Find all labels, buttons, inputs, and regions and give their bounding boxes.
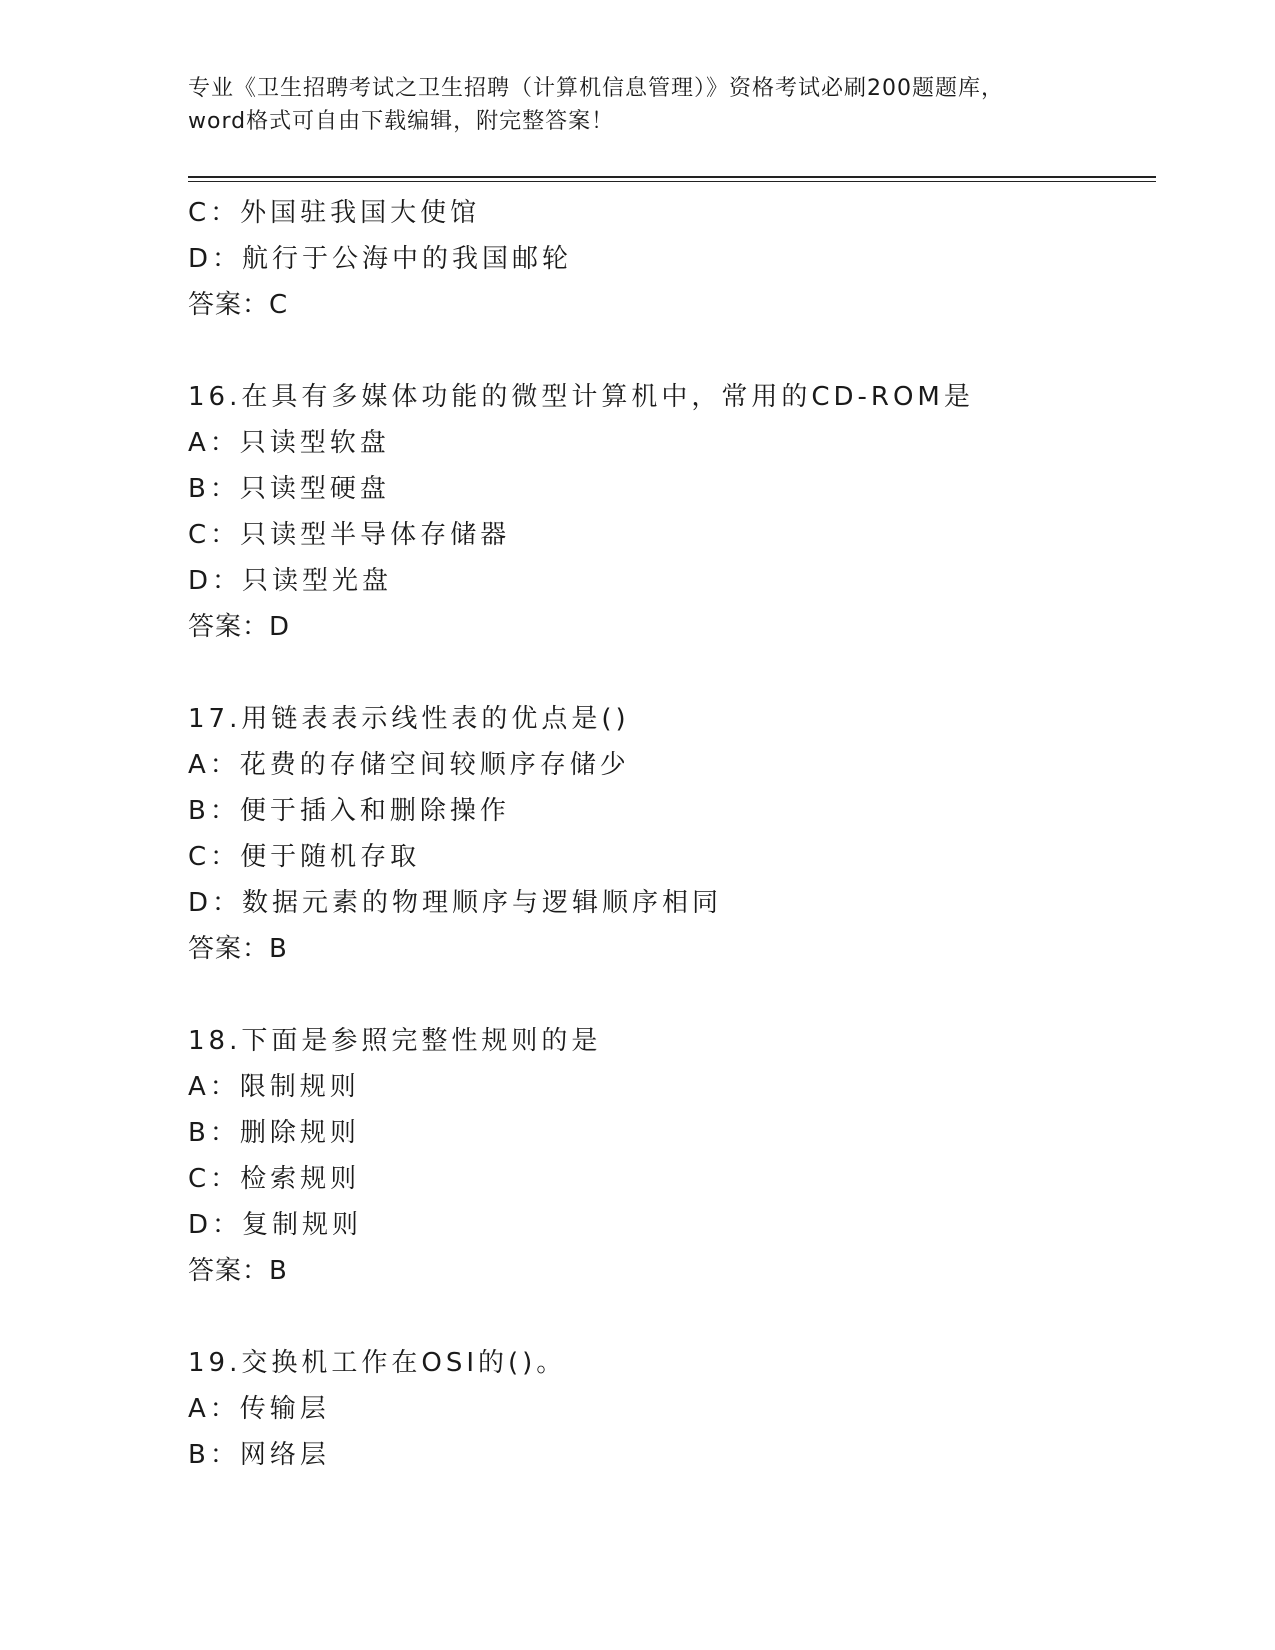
question-stem: 19.交换机工作在OSI的()。: [188, 1348, 567, 1378]
question-gap: [188, 328, 1148, 374]
answer-option: A：传输层: [188, 1394, 330, 1424]
answer-key: 答案：B: [188, 934, 288, 964]
question-gap: [188, 972, 1148, 1018]
header-title-line-1: 专业《卫生招聘考试之卫生招聘（计算机信息管理）》资格考试必刷200题题库，: [188, 76, 1004, 101]
answer-option: A：花费的存储空间较顺序存储少: [188, 750, 630, 780]
answer-option: A：只读型软盘: [188, 428, 390, 458]
header-divider-thin: [188, 181, 1156, 182]
answer-key: 答案：D: [188, 612, 291, 642]
answer-option: D：数据元素的物理顺序与逻辑顺序相同: [188, 888, 723, 918]
answer-option: C：检索规则: [188, 1164, 361, 1194]
question-stem: 16.在具有多媒体功能的微型计算机中，常用的CD-ROM是: [188, 382, 974, 412]
question-stem: 18.下面是参照完整性规则的是: [188, 1026, 602, 1056]
question-gap: [188, 1294, 1148, 1340]
header-divider: [188, 176, 1156, 178]
answer-option: C：便于随机存取: [188, 842, 421, 872]
answer-option: C：外国驻我国大使馆: [188, 198, 481, 228]
document-header: [188, 72, 1088, 138]
answer-option: C：只读型半导体存储器: [188, 520, 511, 550]
answer-option: D：只读型光盘: [188, 566, 393, 596]
answer-option: A：限制规则: [188, 1072, 360, 1102]
question-stem: 17.用链表表示线性表的优点是(): [188, 704, 630, 734]
header-title-line-2: word格式可自由下载编辑，附完整答案！: [188, 109, 615, 134]
answer-option: B：网络层: [188, 1440, 330, 1470]
answer-option: D：复制规则: [188, 1210, 363, 1240]
answer-key: 答案：B: [188, 1256, 288, 1286]
answer-option: B：只读型硬盘: [188, 474, 390, 504]
answer-key: 答案：C: [188, 290, 289, 320]
answer-option: B：便于插入和删除操作: [188, 796, 510, 826]
question-list: [188, 190, 1148, 1478]
answer-option: D：航行于公海中的我国邮轮: [188, 244, 573, 274]
answer-option: B：删除规则: [188, 1118, 360, 1148]
question-gap: [188, 650, 1148, 696]
